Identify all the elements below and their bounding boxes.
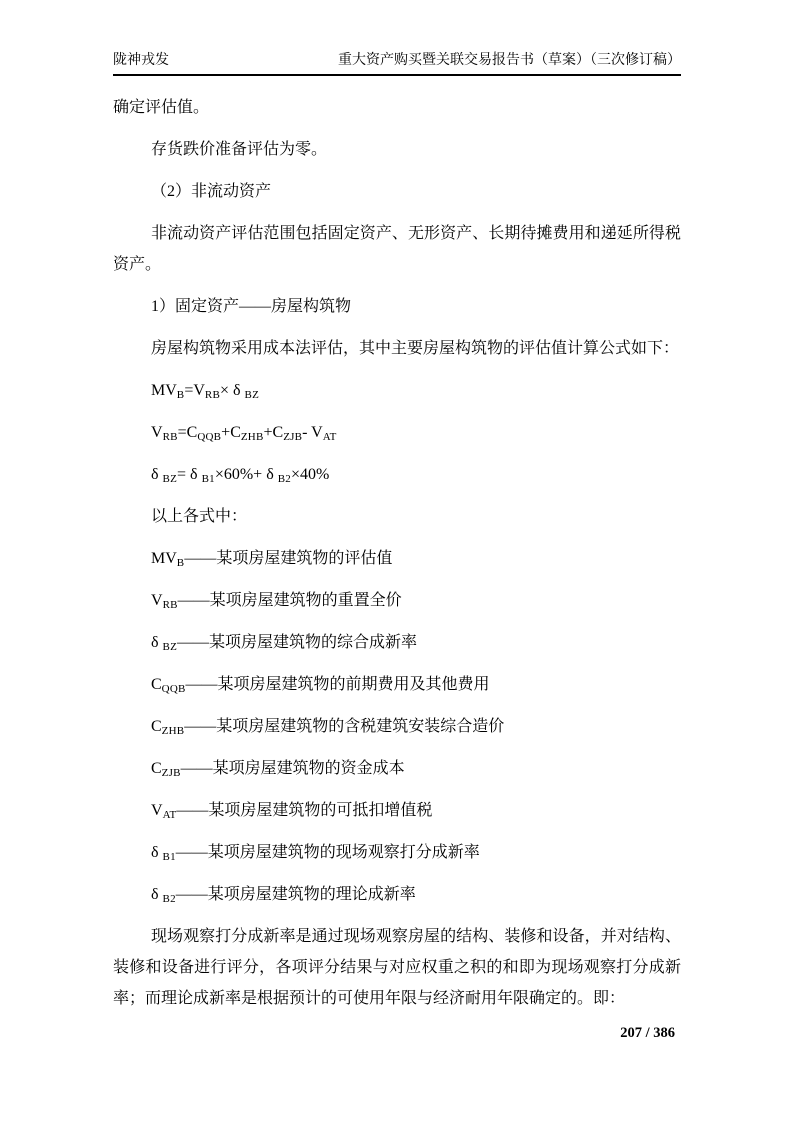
- section-heading: （2）非流动资产: [151, 183, 272, 200]
- body-paragraph: 房屋构筑物采用成本法评估，其中主要房屋构筑物的评估值计算公式如下：: [151, 340, 680, 357]
- subscript: QQB: [161, 683, 186, 695]
- symbol-definition: $V_{AT}——$某项房屋建筑物的可抵扣增值税: [151, 802, 433, 821]
- header-left-text: 陇神戎发: [113, 53, 169, 68]
- symbol-definition: $C_{ZJB}——$某项房屋建筑物的资金成本: [151, 760, 405, 779]
- subscript: RB: [162, 431, 178, 443]
- body-paragraph: 存货跌价准备评估为零。: [151, 141, 328, 158]
- subscript: ZJB: [283, 431, 303, 443]
- subscript: B2: [162, 893, 176, 905]
- symbol-definition: δ $_{BZ}$——某项房屋建筑物的综合成新率: [151, 634, 418, 653]
- subscript: RB: [204, 389, 220, 401]
- page-number: 207 / 386: [620, 1025, 675, 1041]
- subscript: ZHB: [161, 725, 185, 737]
- formula: $V_{RB}=C_{QQB}+C_{ZHB}+C_{ZJB}-$ $V_{AT}$: [151, 424, 337, 443]
- formula: $MV_B=V_{RB}\times \delta$ $_{BZ}$: [151, 382, 260, 401]
- subscript: AT: [322, 431, 337, 443]
- document-body: [113, 92, 681, 1025]
- symbol-definition: δ $_{B1}$——某项房屋建筑物的现场观察打分成新率: [151, 844, 480, 863]
- body-paragraph: 非流动资产评估范围包括固定资产、无形资产、长期待摊费用和递延所得税资产。: [113, 225, 681, 273]
- subscript: BZ: [162, 641, 178, 653]
- body-paragraph: 现场观察打分成新率是通过现场观察房屋的结构、装修和设备，并对结构、装修和设备进行评分，各项评分结果与对应权重之积的和即为现场观察打分成新率；而理论成新率是根据预计的可使用年限与经济耐用年限确定的。即：: [113, 928, 681, 1007]
- subscript: B2: [277, 473, 291, 485]
- symbol-definition: $V_{RB}——$某项房屋建筑物的重置全价: [151, 592, 402, 611]
- subscript: B1: [201, 473, 215, 485]
- page-footer: [113, 1024, 681, 1042]
- subscript: B: [176, 557, 185, 569]
- subscript: BZ: [162, 473, 178, 485]
- symbol-definition: $C_{QQB}——$某项房屋建筑物的前期费用及其他费用: [151, 676, 490, 695]
- subscript: QQB: [197, 431, 222, 443]
- subscript: B1: [162, 851, 176, 863]
- body-paragraph: 以上各式中：: [151, 508, 248, 525]
- formula: δ $_{BZ}$= δ $_{B1}$×60%+ δ $_{B2}$×40%: [151, 466, 330, 485]
- subscript: RB: [162, 599, 178, 611]
- header-rule: [113, 74, 681, 76]
- subscript: ZHB: [240, 431, 264, 443]
- body-paragraph: 确定评估值。: [113, 99, 210, 116]
- section-heading: 1）固定资产——房屋构筑物: [151, 298, 352, 315]
- subscript: AT: [162, 809, 177, 821]
- symbol-definition: $C_{ZHB}——$某项房屋建筑物的含税建筑安装综合造价: [151, 718, 505, 737]
- page-header: [113, 50, 681, 74]
- symbol-definition: δ $_{B2}$——某项房屋建筑物的理论成新率: [151, 886, 416, 905]
- header-right-text: 重大资产购买暨关联交易报告书（草案）（三次修订稿）: [338, 53, 681, 68]
- symbol-definition: $MV_B——$某项房屋建筑物的评估值: [151, 550, 393, 569]
- subscript: BZ: [244, 389, 260, 401]
- subscript: B: [176, 389, 185, 401]
- subscript: ZJB: [161, 767, 181, 779]
